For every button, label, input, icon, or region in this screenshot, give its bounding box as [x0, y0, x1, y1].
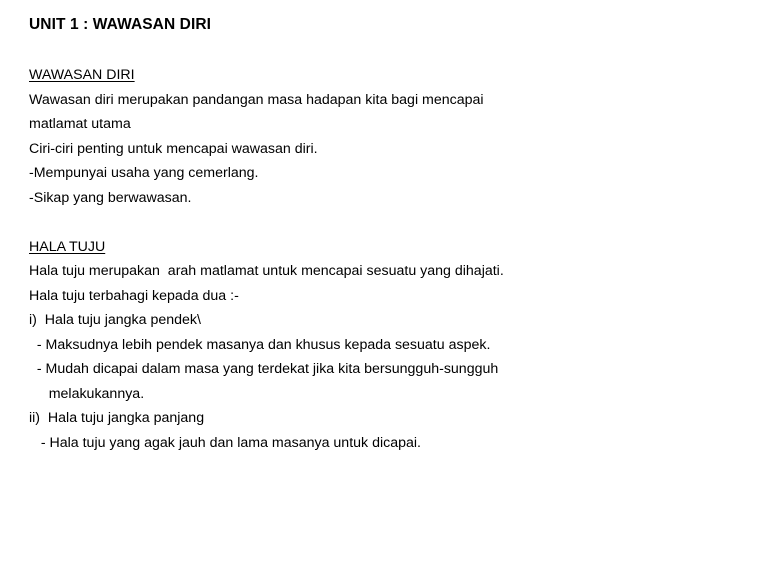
- body-line: melakukannya.: [29, 385, 145, 402]
- body-line: Hala tuju terbahagi kepada dua :-: [29, 287, 239, 304]
- body-line: ii) Hala tuju jangka panjang: [29, 410, 205, 426]
- body-line: matlamat utama: [29, 116, 131, 132]
- body-line: Hala tuju merupakan arah matlamat untuk mencapai sesuatu yang dihajati.: [29, 263, 504, 279]
- body-line: Ciri-ciri penting untuk mencapai wawasan diri.: [29, 140, 318, 157]
- body-line: Wawasan diri merupakan pandangan masa hadapan kita bagi mencapai: [29, 91, 484, 108]
- slide-title: UNIT 1 : WAWASAN DIRI: [29, 16, 212, 33]
- paragraph-spacer: [29, 210, 749, 235]
- body-line: - Hala tuju yang agak jauh dan lama masanya untuk dicapai.: [29, 434, 421, 451]
- body-line: - Mudah dicapai dalam masa yang terdekat jika kita bersungguh-sungguh: [29, 361, 499, 377]
- section-heading-wawasan-diri: WAWASAN DIRI: [29, 67, 135, 83]
- slide-body: [29, 63, 749, 455]
- section-heading-hala-tuju: HALA TUJU: [29, 238, 106, 255]
- body-line: - Maksudnya lebih pendek masanya dan khusus kepada sesuatu aspek.: [29, 336, 491, 353]
- body-line: -Mempunyai usaha yang cemerlang.: [29, 165, 259, 181]
- body-line: -Sikap yang berwawasan.: [29, 189, 192, 206]
- body-line: i) Hala tuju jangka pendek\: [29, 312, 201, 328]
